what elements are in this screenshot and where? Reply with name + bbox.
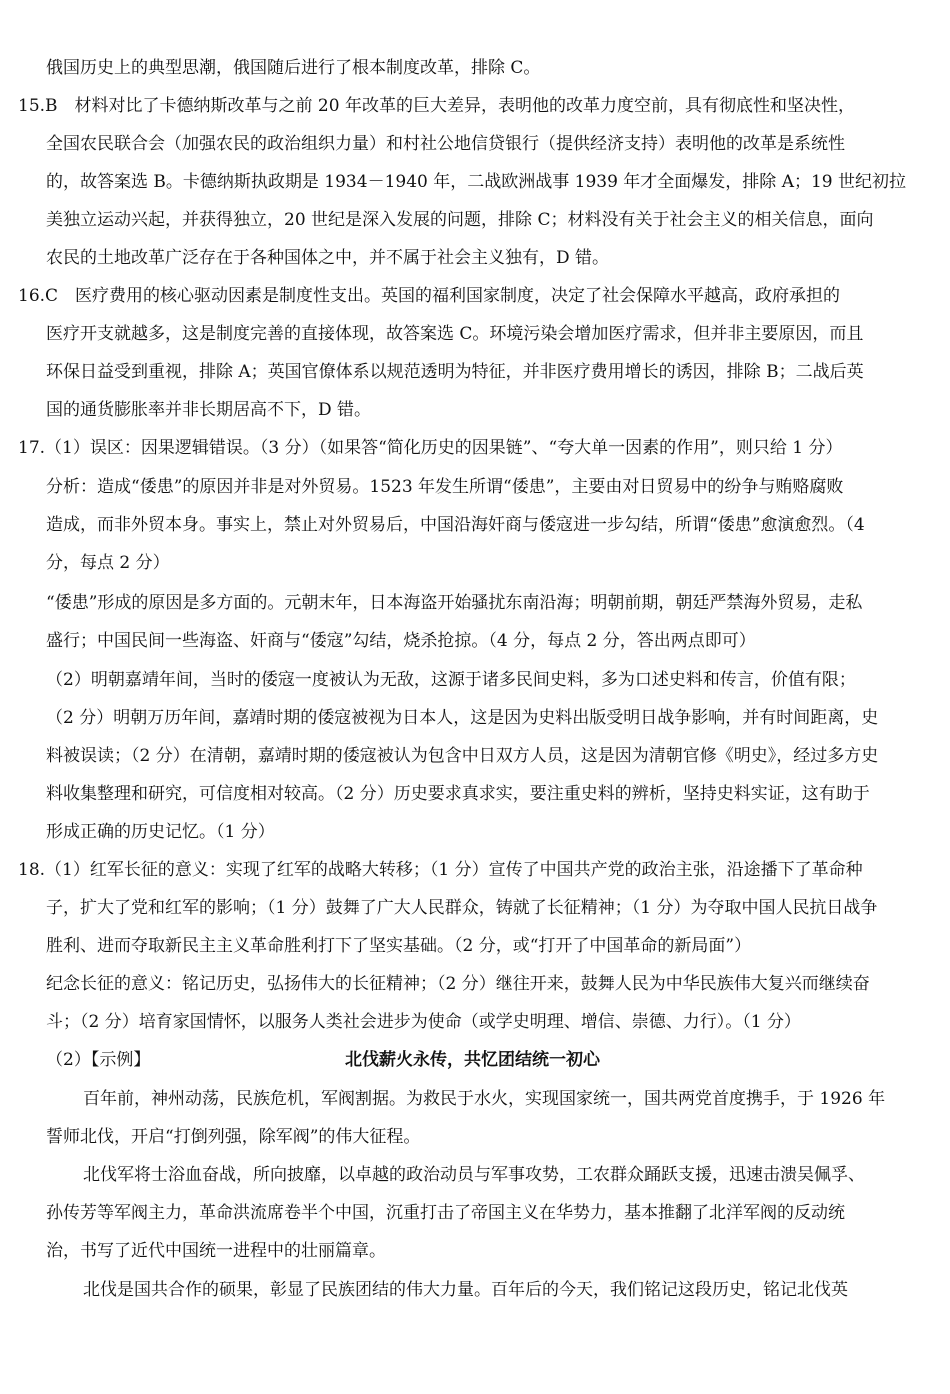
essay-title: 北伐薪火永传，共忆团结统一初心: [345, 1050, 600, 1070]
text-line: （2 分）明朝万历年间，嘉靖时期的倭寇被视为日本人，这是因为史料出版受明日战争影响，并有时间距离，史: [46, 708, 879, 728]
text-line: “倭患”形成的原因是多方面的。元朝末年，日本海盗开始骚扰东南沿海；明朝前期，朝廷严禁海外贸易，走私: [46, 593, 863, 613]
text-line: 农民的土地改革广泛存在于各种国体之中，并不属于社会主义独有，D 错。: [46, 248, 610, 268]
text-line: （2）明朝嘉靖年间，当时的倭寇一度被认为无敌，这源于诸多民间史料，多为口述史料和传言，价值有限；: [46, 670, 856, 690]
text-line: （2）【示例】: [46, 1050, 151, 1070]
text-line: 全国农民联合会（加强农民的政治组织力量）和村社公地信贷银行（提供经济支持）表明他的改革是系统性: [46, 134, 845, 154]
text-line: 俄国历史上的典型思潮，俄国随后进行了根本制度改革，排除 C。: [46, 58, 541, 78]
text-line: 治，书写了近代中国统一进程中的壮丽篇章。: [46, 1241, 386, 1261]
text-line: 料被误读；（2 分）在清朝，嘉靖时期的倭寇被认为包含中日双方人员，这是因为清朝官修《明史》，经过多方史: [46, 746, 879, 766]
text-line: 胜利、进而夺取新民主主义革命胜利打下了坚实基础。（2 分，或“打开了中国革命的新局面”）: [46, 936, 752, 956]
text-line: 斗；（2 分）培育家国情怀，以服务人类社会进步为使命（或学史明理、增信、崇德、力行）。（1 分）: [46, 1012, 801, 1032]
text-line: 料收集整理和研究，可信度相对较高。（2 分）历史要求真求实，要注重史料的辨析，坚持史料实证，这有助于: [46, 784, 870, 804]
text-line: 15.B 材料对比了卡德纳斯改革与之前 20 年改革的巨大差异，表明他的改革力度空前，具有彻底性和坚决性，: [18, 96, 855, 116]
text-line: 誓师北伐，开启“打倒列强，除军阀”的伟大征程。: [46, 1127, 421, 1147]
text-line: 孙传芳等军阀主力，革命洪流席卷半个中国，沉重打击了帝国主义在华势力，基本推翻了北洋军阀的反动统: [46, 1203, 845, 1223]
text-line: 盛行；中国民间一些海盗、奸商与“倭寇”勾结，烧杀抢掠。（4 分，每点 2 分，答出两点即可）: [46, 631, 756, 651]
text-line: 环保日益受到重视，排除 A；英国官僚体系以规范透明为特征，并非医疗费用增长的诱因，排除 B；二战后英: [46, 362, 864, 382]
text-line: 形成正确的历史记忆。（1 分）: [46, 822, 275, 842]
text-line: 国的通货膨胀率并非长期居高不下，D 错。: [46, 400, 372, 420]
text-line: 医疗开支就越多，这是制度完善的直接体现，故答案选 C。环境污染会增加医疗需求，但并非主要原因，而且: [46, 324, 864, 344]
text-line: 分析：造成“倭患”的原因并非是对外贸易。1523 年发生所谓“倭患”，主要由对日贸易中的纷争与贿赂腐败: [46, 477, 844, 497]
text-line: 17.（1）误区：因果逻辑错误。（3 分）（如果答“简化历史的因果链”、“夸大单一因素的作用”，则只给 1 分）: [18, 438, 843, 458]
text-line: 北伐军将士浴血奋战，所向披靡，以卓越的政治动员与军事攻势，工农群众踊跃支援，迅速击溃吴佩孚、: [83, 1165, 865, 1185]
text-line: 子，扩大了党和红军的影响；（1 分）鼓舞了广大人民群众，铸就了长征精神；（1 分）为夺取中国人民抗日战争: [46, 898, 878, 918]
text-line: 18.（1）红军长征的意义：实现了红军的战略大转移；（1 分）宣传了中国共产党的政治主张，沿途播下了革命种: [18, 860, 863, 880]
text-line: 的，故答案选 B。卡德纳斯执政期是 1934－1940 年，二战欧洲战事 1939 年才全面爆发，排除 A；19 世纪初拉: [46, 172, 907, 192]
text-line: 北伐是国共合作的硕果，彰显了民族团结的伟大力量。百年后的今天，我们铭记这段历史，铭记北伐英: [83, 1280, 848, 1300]
text-line: 分，每点 2 分）: [46, 553, 170, 573]
text-line: 造成，而非外贸本身。事实上，禁止对外贸易后，中国沿海奸商与倭寇进一步勾结，所谓“倭患”愈演愈烈。（4: [46, 515, 865, 535]
text-line: 纪念长征的意义：铭记历史，弘扬伟大的长征精神；（2 分）继往开来，鼓舞人民为中华民族伟大复兴而继续奋: [46, 974, 870, 994]
text-line: 美独立运动兴起，并获得独立，20 世纪是深入发展的问题，排除 C；材料没有关于社会主义的相关信息，面向: [46, 210, 874, 230]
text-line: 16.C 医疗费用的核心驱动因素是制度性支出。英国的福利国家制度，决定了社会保障水平越高，政府承担的: [18, 286, 841, 306]
text-line: 百年前，神州动荡，民族危机，军阀割据。为救民于水火，实现国家统一，国共两党首度携手，于 1926 年: [83, 1089, 886, 1109]
